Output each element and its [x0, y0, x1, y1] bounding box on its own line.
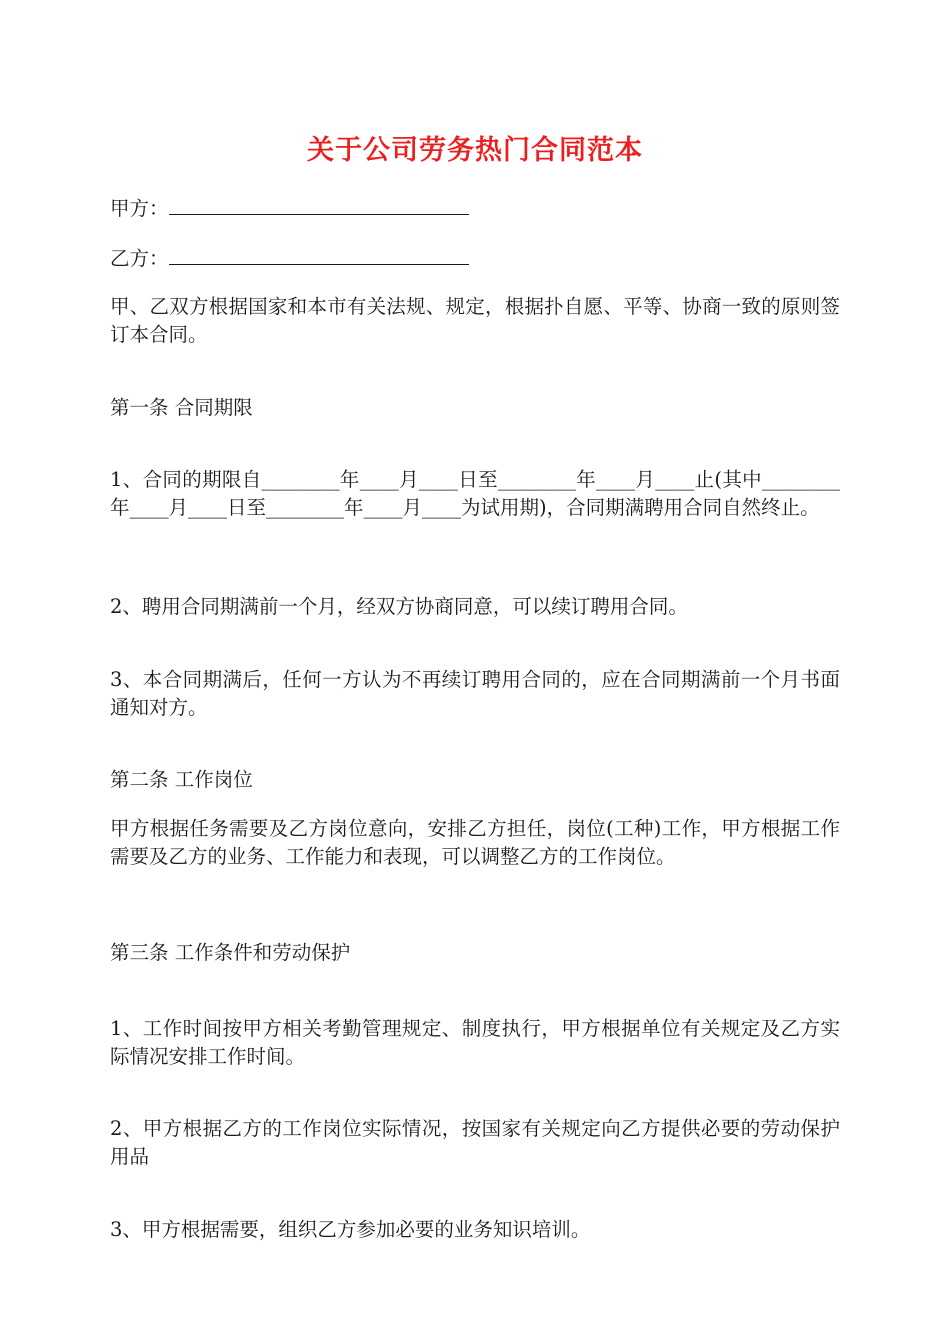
- clause-paragraph: 1、工作时间按甲方相关考勤管理规定、制度执行，甲方根据单位有关规定及乙方实际情况安排工作时间。: [110, 1017, 840, 1068]
- clause-paragraph: 2、聘用合同期满前一个月，经双方协商同意，可以续订聘用合同。: [110, 595, 688, 618]
- party-a-blank: [169, 196, 469, 215]
- clause-paragraph: 2、甲方根据乙方的工作岗位实际情况，按国家有关规定向乙方提供必要的劳动保护用品: [110, 1117, 840, 1168]
- party-a-label: 甲方：: [110, 197, 169, 220]
- clause-paragraph: 1、合同的期限自________年____月____日至________年____月____止(其中________年____月____日至________年____月____为试用期)，合同期满聘用合同自然终止。: [110, 468, 840, 519]
- document-title: 关于公司劳务热门合同范本: [307, 135, 643, 166]
- party-a-line: [110, 195, 840, 223]
- section-heading: 第一条 合同期限: [110, 396, 253, 419]
- party-b-label: 乙方：: [110, 247, 169, 270]
- section-heading: 第三条 工作条件和劳动保护: [110, 941, 351, 964]
- party-b-line: [110, 245, 840, 273]
- clause-paragraph: 3、本合同期满后，任何一方认为不再续订聘用合同的，应在合同期满前一个月书面通知对方。: [110, 668, 840, 719]
- party-b-blank: [169, 246, 469, 265]
- section-heading: 第二条 工作岗位: [110, 768, 253, 791]
- clause-paragraph: 甲方根据任务需要及乙方岗位意向，安排乙方担任，岗位(工种)工作，甲方根据工作需要及乙方的业务、工作能力和表现，可以调整乙方的工作岗位。: [110, 817, 840, 868]
- intro-paragraph: 甲、乙双方根据国家和本市有关法规、规定，根据扑自愿、平等、协商一致的原则签订本合同。: [110, 295, 840, 346]
- clause-paragraph: 3、甲方根据需要，组织乙方参加必要的业务知识培训。: [110, 1218, 591, 1241]
